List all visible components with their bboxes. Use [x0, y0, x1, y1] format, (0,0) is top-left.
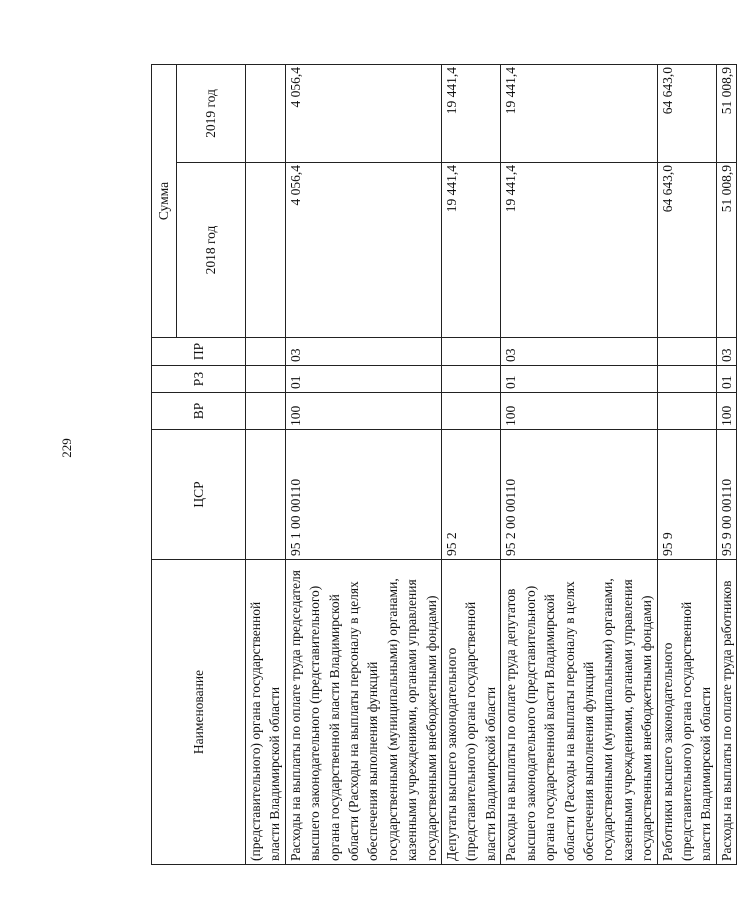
cell-vr [657, 393, 716, 430]
cell-pr: 03 [716, 338, 736, 366]
cell-vr [442, 393, 501, 430]
cell-vr: 100 [501, 393, 657, 430]
cell-2018 [246, 163, 286, 338]
header-year-2018: 2018 год [177, 163, 246, 338]
cell-name: Расходы на выплаты по оплате труда депутатов высшего законодательного (представительного) органа государственной власти Владимирской области (Расходы на выплаты персоналу в целях обеспечения выполнения функций государственными (муниципальными) органами, казенными учреждениями, органами управления государственными внебюджетными фондами) [501, 560, 657, 865]
cell-pr [246, 338, 286, 366]
cell-csr: 95 9 00 00110 [716, 430, 736, 560]
cell-pr: 03 [501, 338, 657, 366]
cell-2018: 19 441,4 [501, 163, 657, 338]
table-row [246, 64, 286, 864]
cell-name: (представительного) органа государственной власти Владимирской области [246, 560, 286, 865]
header-year-2019: 2019 год [177, 64, 246, 162]
cell-csr: 95 2 [442, 430, 501, 560]
cell-2019: 64 643,0 [657, 64, 716, 162]
cell-pr [657, 338, 716, 366]
cell-pr: 03 [285, 338, 441, 366]
cell-2019: 4 056,4 [285, 64, 441, 162]
table-row [285, 64, 441, 864]
cell-csr: 95 9 [657, 430, 716, 560]
cell-rz: 01 [501, 366, 657, 393]
cell-name: Депутаты высшего законодательного (представительного) органа государственной власти Владимирской области [442, 560, 501, 865]
page-number: 229 [59, 438, 74, 458]
cell-name: Расходы на выплаты по оплате труда работников [716, 560, 736, 865]
cell-vr: 100 [716, 393, 736, 430]
table-row [442, 64, 501, 864]
cell-rz [657, 366, 716, 393]
cell-2019: 19 441,4 [501, 64, 657, 162]
header-sum: Сумма [152, 64, 177, 337]
cell-pr [442, 338, 501, 366]
cell-vr [246, 393, 286, 430]
cell-rz: 01 [716, 366, 736, 393]
rotated-page [151, 65, 734, 865]
cell-2018: 4 056,4 [285, 163, 441, 338]
header-csr: ЦСР [152, 430, 246, 560]
cell-2019: 51 008,9 [716, 64, 736, 162]
cell-2018: 64 643,0 [657, 163, 716, 338]
cell-vr: 100 [285, 393, 441, 430]
table-row [501, 64, 657, 864]
cell-csr [246, 430, 286, 560]
table-row [716, 64, 736, 864]
cell-2019: 19 441,4 [442, 64, 501, 162]
cell-2019 [246, 64, 286, 162]
cell-2018: 19 441,4 [442, 163, 501, 338]
cell-csr: 95 1 00 00110 [285, 430, 441, 560]
header-pr: ПР [152, 338, 246, 366]
table-row [657, 64, 716, 864]
budget-table [151, 64, 737, 865]
cell-rz [246, 366, 286, 393]
cell-name: Расходы на выплаты по оплате труда председателя высшего законодательного (представительного) органа государственной власти Владимирской области (Расходы на выплаты персоналу в целях обеспечения выполнения функций государственными (муниципальными) органами, казенными учреждениями, органами управления государственными внебюджетными фондами) [285, 560, 441, 865]
cell-csr: 95 2 00 00110 [501, 430, 657, 560]
header-rz: РЗ [152, 366, 246, 393]
cell-name: Работники высшего законодательного (представительного) органа государственной власти Владимирской области [657, 560, 716, 865]
cell-rz [442, 366, 501, 393]
cell-2018: 51 008,9 [716, 163, 736, 338]
header-vr: ВР [152, 393, 246, 430]
cell-rz: 01 [285, 366, 441, 393]
header-name: Наименование [152, 560, 246, 865]
